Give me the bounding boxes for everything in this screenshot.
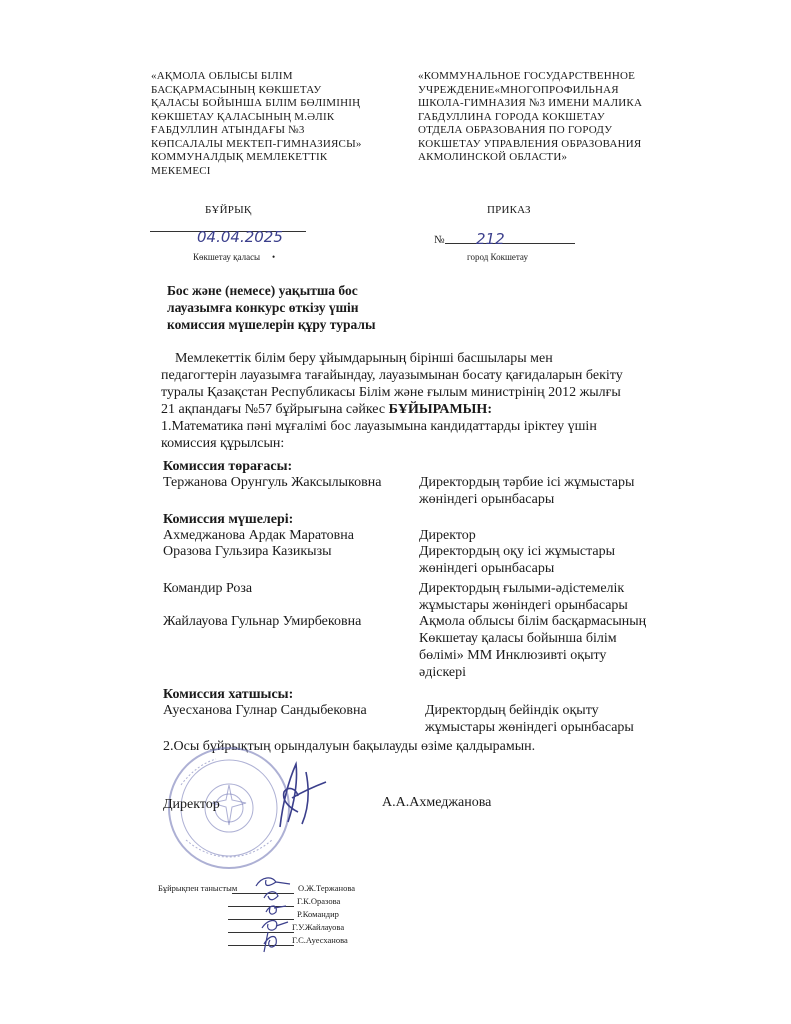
title-line: комиссия мүшелерін құру туралы (167, 317, 376, 332)
preamble (161, 350, 643, 452)
number-handwritten: 212 (476, 230, 505, 248)
member-name: Ахмеджанова Ардак Маратовна (163, 528, 354, 543)
member-position (419, 580, 628, 614)
member-name: Жайлауова Гульнар Умирбековна (163, 614, 362, 629)
position-line: бөлімі» ММ Инклюзивті оқыту (419, 648, 607, 663)
header-kz (151, 70, 362, 178)
chair-heading: Комиссия төрағасы: (163, 459, 293, 474)
position-line: Директордың тәрбие ісі жұмыстары (419, 475, 635, 490)
header-ru-line: «КОММУНАЛЬНОЕ ГОСУДАРСТВЕННОЕ (418, 70, 636, 82)
number-line (445, 243, 575, 244)
preamble-line: Мемлекеттік білім беру ұйымдарының бірінші басшылары мен (175, 351, 553, 366)
ack-name: Г.У.Жайлауова (292, 922, 345, 932)
chair-position (419, 474, 634, 508)
preamble-line: 21 ақпандағы №57 бұйрығына сәйкес (161, 402, 386, 417)
ack-name: Г.С.Ауесханова (292, 935, 348, 945)
header-ru-line: КОКШЕТАУ УПРАВЛЕНИЯ ОБРАЗОВАНИЯ (418, 137, 642, 150)
preamble-line: туралы Қазақстан Республикасы Білім және ғылым министрінің 2012 жылғы (161, 385, 621, 400)
header-ru-line: АКМОЛИНСКОЙ ОБЛАСТИ» (418, 151, 568, 163)
date-handwritten: 04.04.2025 (197, 228, 283, 246)
city-kz-dot: • (272, 252, 276, 262)
director-signature (258, 752, 338, 832)
doc-type-ru: ПРИКАЗ (487, 204, 531, 216)
header-ru-line: ОТДЕЛА ОБРАЗОВАНИЯ ПО ГОРОДУ (418, 124, 613, 136)
document-title (167, 282, 376, 333)
header-ru-line: ШКОЛА-ГИМНАЗИЯ №3 ИМЕНИ МАЛИКА (418, 97, 643, 109)
item2: 2.Осы бұйрықтың орындалуын бақылауды өзіме қалдырамын. (163, 739, 536, 754)
member-name: Командир Роза (163, 581, 253, 596)
position-line: Директордың оқу ісі жұмыстары (419, 544, 615, 559)
item1-line: 1.Математика пәні мұғалімі бос лауазымына кандидаттарды іріктеу үшін (161, 419, 597, 434)
ack-label: Бұйрықпен таныстым (158, 883, 238, 893)
member-position (419, 543, 615, 577)
header-kz-line: ҒАБДУЛЛИН АТЫНДАҒЫ №3 (151, 124, 305, 136)
header-kz-line: ҚАЛАСЫ БОЙЫНША БІЛІМ БӨЛІМІНІҢ (151, 97, 361, 109)
header-kz-line: БАСҚАРМАСЫНЫҢ КӨКШЕТАУ (151, 83, 322, 96)
members-heading: Комиссия мүшелері: (163, 512, 294, 527)
order-word: БҰЙЫРАМЫН: (388, 402, 492, 417)
header-ru-line: ГАБДУЛЛИНА ГОРОДА КОКШЕТАУ (418, 110, 605, 123)
title-line: лауазымға конкурс өткізу үшін (167, 300, 359, 315)
header-kz-line: КӨКШЕТАУ ҚАЛАСЫНЫҢ М.ӘЛІК (151, 110, 335, 123)
director-name: А.А.Ахмеджанова (382, 795, 492, 810)
header-kz-line: КОММУНАЛДЫҚ МЕМЛЕКЕТТІК (151, 151, 328, 163)
secretary-position (425, 702, 634, 736)
member-position (419, 527, 476, 544)
header-ru (418, 70, 642, 165)
ack-name: Г.К.Оразова (297, 896, 341, 906)
position-line: жөніндегі орынбасары (419, 561, 555, 576)
secretary-name: Ауесханова Гулнар Сандыбековна (163, 703, 367, 718)
doc-type-kz: БҰЙРЫҚ (205, 204, 252, 216)
director-label: Директор (163, 797, 220, 812)
position-line: Директордың ғылыми-әдістемелік (419, 581, 625, 596)
member-name: Оразова Гульзира Казикызы (163, 544, 332, 559)
position-line: Директордың бейіндік оқыту (425, 703, 599, 718)
title-line: Бос және (немесе) уақытша бос (167, 283, 358, 298)
position-line: Көкшетау қаласы бойынша білім (419, 631, 617, 646)
header-kz-line: МЕКЕМЕСІ (151, 164, 211, 177)
preamble-line: педагогтерін лауазымға тағайындау, лауазымынан босату қағидаларын бекіту (161, 368, 623, 383)
ack-signatures (246, 872, 298, 954)
city-kz: Көкшетау қаласы (193, 252, 261, 262)
position-line: жөніндегі орынбасары (419, 492, 555, 507)
header-ru-line: УЧРЕЖДЕНИЕ«МНОГОПРОФИЛЬНАЯ (418, 83, 619, 96)
item1-line: комиссия құрылсын: (161, 436, 285, 451)
header-kz-line: КӨПСАЛАЛЫ МЕКТЕП-ГИМНАЗИЯСЫ» (151, 137, 362, 150)
header-kz-line: «АҚМОЛА ОБЛЫСЫ БІЛІМ (151, 70, 293, 82)
position-line: жұмыстары жөніндегі орынбасары (419, 598, 628, 613)
secretary-heading: Комиссия хатшысы: (163, 687, 294, 702)
city-ru: город Кокшетау (467, 252, 528, 262)
chair-name: Тержанова Орунгуль Жаксылыковна (163, 475, 382, 490)
position-line: жұмыстары жөніндегі орынбасары (425, 720, 634, 735)
preamble-last-line (161, 401, 643, 418)
ack-name: О.Ж.Тержанова (298, 883, 356, 893)
member-position (419, 613, 646, 681)
ack-name: Р.Командир (297, 909, 339, 919)
position-line: әдіскері (419, 665, 466, 680)
position-line: Директор (419, 528, 476, 543)
number-sign: № (434, 234, 445, 246)
position-line: Ақмола облысы білім басқармасының (419, 614, 647, 629)
